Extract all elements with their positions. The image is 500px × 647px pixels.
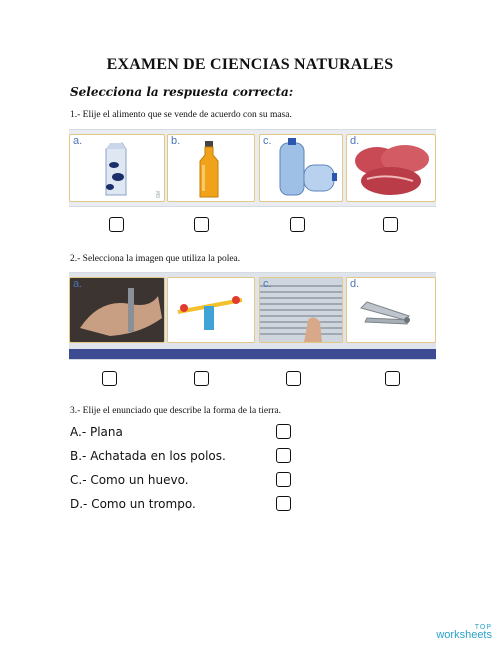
- q1-letter-d: d.: [350, 135, 360, 147]
- q3-option-a-label: A.- Plana: [70, 425, 123, 439]
- q3-option-a-checkbox[interactable]: [276, 424, 291, 439]
- q2-letter-c: c.: [263, 278, 272, 290]
- footer-logo: [436, 624, 492, 641]
- question-1-text: 1.- Elije el alimento que se vende de acuerdo con su masa.: [70, 110, 292, 120]
- q1-option-d-checkbox[interactable]: [383, 217, 398, 232]
- seesaw-icon: [168, 278, 254, 342]
- window-blinds-icon: [260, 278, 342, 342]
- q1-watermark-a: SM: [156, 190, 162, 198]
- q1-letter-b: b.: [171, 135, 181, 147]
- q1-option-c-checkbox[interactable]: [290, 217, 305, 232]
- question-1-image-strip: [69, 129, 436, 207]
- q1-letter-a: a.: [73, 135, 83, 147]
- q1-option-b-image: [167, 134, 255, 202]
- q1-letter-c: c.: [263, 135, 272, 147]
- instruction-heading: Selecciona la respuesta correcta:: [70, 85, 294, 99]
- q3-option-c-checkbox[interactable]: [276, 472, 291, 487]
- q3-option-d-label: D.- Como un trompo.: [70, 497, 196, 511]
- q3-option-d-checkbox[interactable]: [276, 496, 291, 511]
- q2-option-d-checkbox[interactable]: [385, 371, 400, 386]
- blue-band: [69, 349, 436, 359]
- q2-letter-d: d.: [350, 278, 360, 290]
- meat-steaks-icon: [347, 135, 435, 201]
- q1-option-d-image: [346, 134, 436, 202]
- q3-option-b-checkbox[interactable]: [276, 448, 291, 463]
- question-3-text: 3.- Elije el enunciado que describe la forma de la tierra.: [70, 406, 282, 416]
- q1-option-b-checkbox[interactable]: [194, 217, 209, 232]
- q1-option-a-image: [69, 134, 165, 202]
- q2-option-d-image: [346, 277, 436, 343]
- q2-option-a-checkbox[interactable]: [102, 371, 117, 386]
- q3-option-c-label: C.- Como un huevo.: [70, 473, 189, 487]
- footer-logo-top: TOP: [474, 624, 492, 631]
- q3-option-b-label: B.- Achatada en los polos.: [70, 449, 226, 463]
- q2-option-b-checkbox[interactable]: [194, 371, 209, 386]
- question-2-text: 2.- Selecciona la imagen que utiliza la polea.: [70, 254, 241, 264]
- page-title: EXAMEN DE CIENCIAS NATURALES: [106, 56, 394, 73]
- q2-option-c-image: [259, 277, 343, 343]
- q2-option-b-image: [167, 277, 255, 343]
- footer-logo-brand: worksheets: [436, 629, 492, 641]
- q2-letter-a: a.: [73, 278, 83, 290]
- q2-option-a-image: [69, 277, 165, 343]
- q1-option-a-checkbox[interactable]: [109, 217, 124, 232]
- q2-option-c-checkbox[interactable]: [286, 371, 301, 386]
- q1-option-c-image: [259, 134, 343, 202]
- milk-carton-icon: [70, 135, 164, 201]
- juice-bottle-icon: [168, 135, 254, 201]
- nail-clipper-icon: [347, 278, 435, 342]
- hand-tool-icon: [70, 278, 164, 342]
- question-2-image-strip: [69, 272, 436, 360]
- water-jug-icon: [260, 135, 342, 201]
